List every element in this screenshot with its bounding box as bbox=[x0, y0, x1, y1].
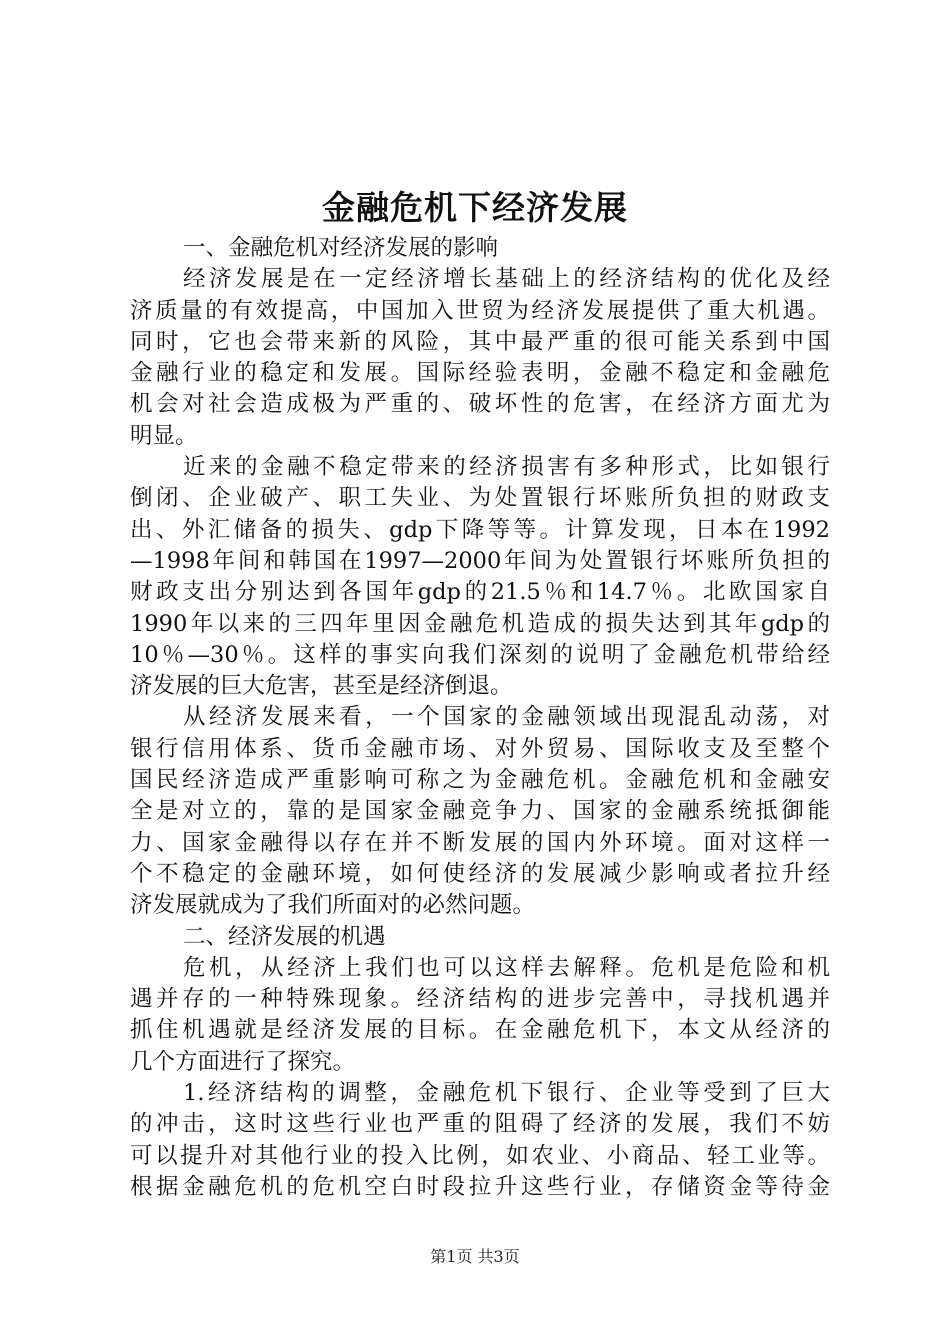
section-heading: 一、金融危机对经济发展的影响 bbox=[183, 235, 499, 261]
paragraph-line: 近来的金融不稳定带来的经济损害有多种形式，比如银行 bbox=[183, 454, 830, 481]
paragraph-line: 遇并存的一种特殊现象。经济结构的进步完善中，寻找机遇并 bbox=[130, 986, 830, 1013]
paragraph-line: 个不稳定的金融环境，如何使经济的发展减少影响或者拉升经 bbox=[130, 860, 830, 887]
paragraph-line: 的冲击，这时这些行业也严重的阻碍了经济的发展，我们不妨 bbox=[130, 1111, 830, 1138]
paragraph-line: 机会对社会造成极为严重的、破坏性的危害，在经济方面尤为 bbox=[130, 391, 830, 418]
paragraph-line: 倒闭、企业破产、职工失业、为处置银行坏账所负担的财政支 bbox=[130, 485, 830, 512]
paragraph-line: 几个方面进行了探究。 bbox=[130, 1048, 356, 1075]
paragraph-line: 全是对立的，靠的是国家金融竞争力、国家的金融系统抵御能 bbox=[130, 798, 830, 825]
paragraph-line: 经济发展是在一定经济增长基础上的经济结构的优化及经 bbox=[183, 266, 830, 293]
page-number-footer: 第1页 共3页 bbox=[430, 1247, 520, 1266]
document-title: 金融危机下经济发展 bbox=[322, 188, 628, 227]
paragraph-line: 同时，它也会带来新的风险，其中最严重的很可能关系到中国 bbox=[130, 328, 830, 355]
paragraph-line: 危机，从经济上我们也可以这样去解释。危机是危险和机 bbox=[183, 954, 830, 981]
paragraph-line: —1998年间和韩国在1997—2000年间为处置银行坏账所负担的 bbox=[130, 547, 830, 574]
paragraph-line: 出、外汇储备的损失、gdp下降等等。计算发现，日本在1992 bbox=[130, 516, 830, 543]
paragraph-line: 从经济发展来看，一个国家的金融领域出现混乱动荡，对 bbox=[183, 704, 830, 731]
paragraph-line: 力、国家金融得以存在并不断发展的国内外环境。面对这样一 bbox=[130, 829, 830, 856]
paragraph-line: 明显。 bbox=[130, 422, 198, 449]
paragraph-line: 抓住机遇就是经济发展的目标。在金融危机下，本文从经济的 bbox=[130, 1017, 830, 1044]
paragraph-line: 财政支出分别达到各国年gdp的21.5％和14.7％。北欧国家自 bbox=[130, 579, 830, 606]
paragraph-line: 1.经济结构的调整，金融危机下银行、企业等受到了巨大 bbox=[183, 1080, 830, 1107]
paragraph-line: 根据金融危机的危机空白时段拉升这些行业，存储资金等待金 bbox=[130, 1173, 830, 1200]
paragraph-line: 济质量的有效提高，中国加入世贸为经济发展提供了重大机遇。 bbox=[130, 297, 830, 324]
paragraph-line: 金融行业的稳定和发展。国际经验表明，金融不稳定和金融危 bbox=[130, 360, 830, 387]
paragraph-line: 10％—30％。这样的事实向我们深刻的说明了金融危机带给经 bbox=[130, 641, 830, 668]
paragraph-line: 1990年以来的三四年里因金融危机造成的损失达到其年gdp的 bbox=[130, 610, 830, 637]
paragraph-line: 银行信用体系、货币金融市场、对外贸易、国际收支及至整个 bbox=[130, 735, 830, 762]
paragraph-line: 济发展就成为了我们所面对的必然问题。 bbox=[130, 892, 536, 919]
paragraph-line: 可以提升对其他行业的投入比例，如农业、小商品、轻工业等。 bbox=[130, 1142, 830, 1169]
section-heading: 二、经济发展的机遇 bbox=[183, 923, 386, 950]
paragraph-line: 济发展的巨大危害，甚至是经济倒退。 bbox=[130, 673, 513, 700]
document-body bbox=[130, 233, 830, 1203]
paragraph-line: 国民经济造成严重影响可称之为金融危机。金融危机和金融安 bbox=[130, 767, 830, 794]
